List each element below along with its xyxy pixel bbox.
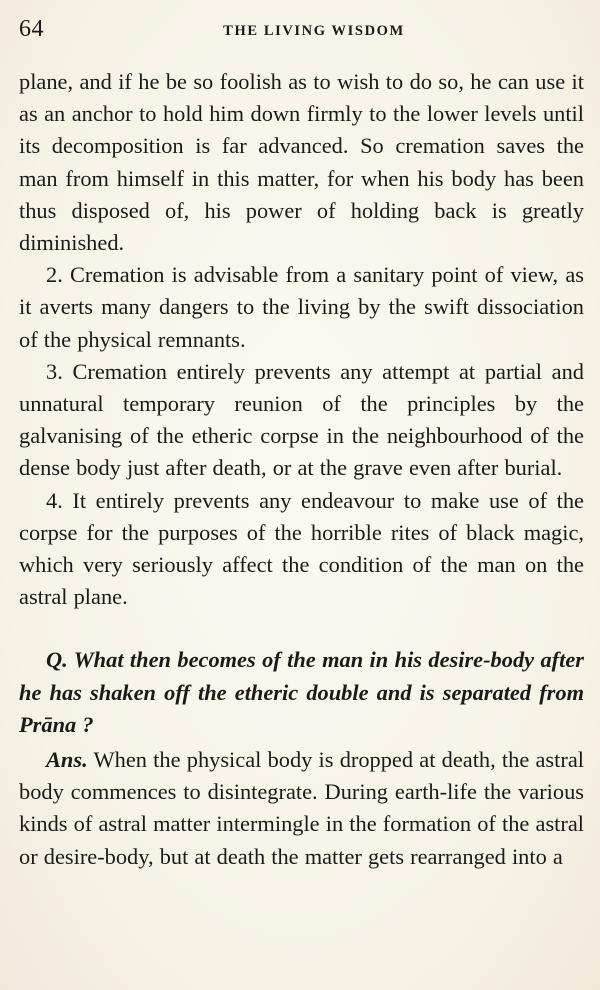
question-block bbox=[19, 644, 584, 741]
answer-text: When the physical body is dropped at death, the astral body commences to disintegrate. During earth-life the various kinds of astral matter intermingle in the formation of the astral or desire-body, but at death the matter gets rearranged into a bbox=[19, 747, 584, 869]
paragraph-point-4: 4. It entirely prevents any endeavour to make use of the corpse for the purposes of the horrible rites of black magic, which very seriously affect the condition of the man on the astral plane. bbox=[19, 487, 584, 610]
page-number: 64 bbox=[19, 16, 44, 42]
paragraph-continuation: plane, and if he be so foolish as to wish to do so, he can use it as an anchor to hold him down firmly to the lower levels until its decomposition is far advanced. So cremation saves the man from himself in this matter, for when his body has been thus disposed of, his power of holding back is greatly diminished. bbox=[19, 69, 584, 256]
paragraph-point-3: 3. Cremation entirely prevents any attempt at partial and unnatural temporary reunion of the principles by the galvanising of the etheric corpse in the neighbourhood of the dense body just after death, or at the grave even after burial. bbox=[19, 358, 584, 481]
body-text bbox=[19, 66, 584, 873]
answer-block bbox=[19, 744, 584, 873]
question-label: Q. bbox=[46, 647, 68, 673]
paragraph-point-2: 2. Cremation is advisable from a sanitary point of view, as it averts many dangers to the living by the swift dissociation of the physical remnants. bbox=[19, 262, 584, 352]
answer-label: Ans. bbox=[46, 747, 88, 773]
page-header bbox=[19, 14, 581, 48]
running-head: THE LIVING WISDOM bbox=[223, 23, 405, 39]
question-text: What then becomes of the man in his desire-body after he has shaken off the etheric double and is separated from Prāna ? bbox=[19, 647, 584, 737]
